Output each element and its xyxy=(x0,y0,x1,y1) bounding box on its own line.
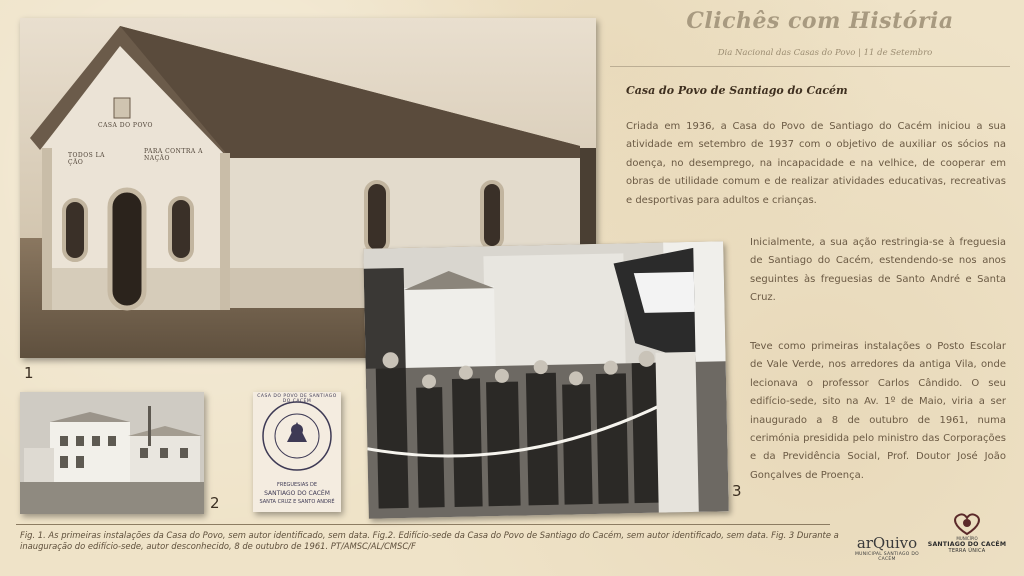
photo-seat-building xyxy=(20,392,204,514)
archive-logo-name: arQuivo xyxy=(856,534,918,552)
paragraph-history: Criada em 1936, a Casa do Povo de Santiago do Cacém iniciou a sua atividade em setembro de 1937 com o objetivo de auxiliar os sócios na doença, no desemprego, na incapacidade e na velhice, de cooperar em obras de utilidade comum e de realizar atividades educativas, recreativas e desportivas para adultos e crianças. xyxy=(626,121,1006,206)
archive-logo xyxy=(852,534,922,562)
badge-line2: SANTIAGO DO CACÉM xyxy=(264,490,330,497)
figure-number-2: 2 xyxy=(210,494,220,512)
figure-number-3: 3 xyxy=(732,482,742,500)
section-title: Casa do Povo de Santiago do Cacém xyxy=(626,84,848,97)
seat-building-drawing xyxy=(20,392,204,514)
photo-inauguration xyxy=(363,241,729,518)
header-divider xyxy=(610,66,1010,67)
badge-ring-text: CASA DO POVO DE SANTIAGO DO CACÉM xyxy=(257,394,337,404)
municipality-motto: TERRA ÚNICA xyxy=(948,548,986,554)
paragraph-parishes: Inicialmente, a sua ação restringia-se à freguesia de Santiago do Cacém, estendendo-se nos anos seguintes às freguesias de Santo André e Santa Cruz. xyxy=(750,237,1006,304)
paragraph-installations: Teve como primeiras instalações o Posto Escolar de Vale Verde, nos arredores da antiga Vila, onde lecionava o professor Carlos Cândido. O seu edifício-sede, sito na Av. 1º de Maio, viria a ser inaugurado a 8 de outubro de 1961, numa cerimónia presidida pelo ministro das Corporações e da Previdência Social, Prof. Doutor José João Gonçalves de Proença. xyxy=(750,341,1006,481)
municipality-logo xyxy=(925,512,1009,554)
archive-logo-sub: MUNICIPAL SANTIAGO DO CACÉM xyxy=(854,552,919,562)
municipality-heart-icon xyxy=(950,512,984,536)
casa-do-povo-badge xyxy=(253,392,341,512)
figure-caption: Fig. 1. As primeiras instalações da Casa do Povo, sem autor identificado, sem data. Fig.2. Edifício-sede da Casa do Povo de Santiago do Cacém, sem autor identificado, sem data. Fig. 3 Durante a inauguração do edifício-sede, autor desconhecido, 8 de outubro de 1961. PT/AMSC/AL/CMSC/F xyxy=(20,530,839,551)
municipality-name: SANTIAGO DO CACÉM xyxy=(927,541,1007,548)
municipality-label: MUNICÍPIO xyxy=(956,536,978,541)
building-inscription-center: CASA DO POVO xyxy=(98,122,153,129)
figure-number-1: 1 xyxy=(24,364,34,382)
building-inscription-right: PARA CONTRA A NAÇÃO xyxy=(144,148,203,162)
page-subtitle: Dia Nacional das Casas do Povo | 11 de Setembro xyxy=(717,48,933,58)
inauguration-drawing xyxy=(363,241,729,518)
badge-line1: FREGUESIAS DE xyxy=(276,482,318,488)
caption-divider xyxy=(16,524,830,525)
page-title: Clichês com História xyxy=(686,8,954,34)
badge-line3: SANTA CRUZ E SANTO ANDRÉ xyxy=(259,499,335,505)
building-inscription-left: TODOS LA ÇÃO xyxy=(68,152,105,166)
